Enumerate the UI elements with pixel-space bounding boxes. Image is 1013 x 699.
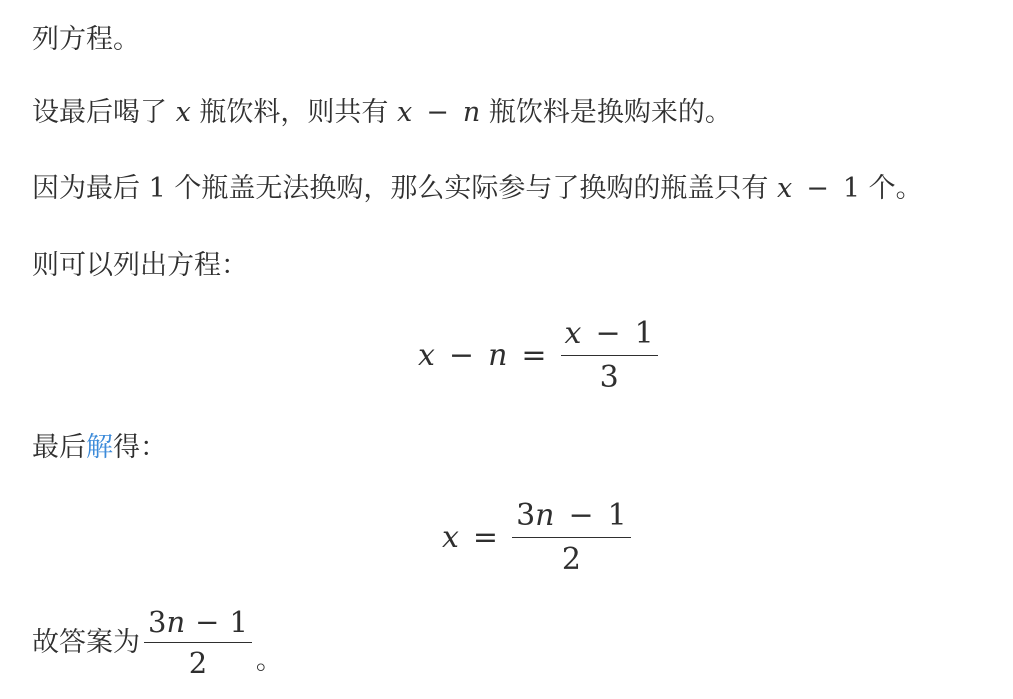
paragraph-list-equation [32,22,140,58]
math-var-x: x [564,316,582,351]
math-var-n: n [535,498,555,533]
math-var-x: x [418,338,435,373]
fraction-denominator: 2 [561,542,581,577]
solve-link[interactable]: 解 [86,432,113,463]
text: 瓶饮料，则共有 [190,97,397,128]
equation-2 [442,498,631,577]
text: 故答案为 [32,626,140,658]
answer-fraction [144,604,252,681]
paragraph-assume-x [32,95,732,131]
fraction [512,498,631,577]
math-minus: − [806,173,829,204]
fraction-numerator [512,498,631,538]
text: 得： [113,432,167,463]
text: 个。 [860,173,923,204]
text: 设最后喝了 [32,97,176,128]
math-number: 1 [607,498,627,533]
math-minus: − [195,605,220,639]
math-number: 3 [148,605,167,639]
paragraph-bottle-caps [32,171,923,207]
text: 最后 [32,432,86,463]
math-minus: − [448,338,475,373]
math-var-n: n [166,605,186,639]
math-number: 1 [148,173,166,204]
math-minus: − [426,97,449,128]
math-minus: − [568,498,594,533]
text: 。 [255,645,283,676]
math-var-x: x [442,520,459,555]
text: 瓶饮料是换购来的。 [480,97,732,128]
math-number: 1 [229,605,248,639]
fraction-numerator [144,604,252,643]
equation-1 [418,316,658,395]
fraction-numerator [561,316,658,356]
fraction [561,316,658,395]
math-number: 1 [634,316,654,351]
text: 列方程。 [32,24,140,55]
math-var-x: x [397,97,413,128]
math-var-n: n [488,338,508,373]
math-var-x: x [776,173,793,204]
text: 个瓶盖无法换购，那么实际参与了换购的瓶盖只有 [165,173,777,204]
math-equals: = [472,520,499,555]
fraction-denominator: 2 [188,646,208,680]
paragraph-answer [32,604,283,681]
text: 则可以列出方程： [32,250,248,281]
paragraph-equation-intro [32,248,248,284]
math-var-n: n [462,97,481,128]
text: 因为最后 [32,173,149,204]
paragraph-solve [32,430,167,466]
fraction-denominator: 3 [599,360,619,395]
math-number: 1 [842,173,860,204]
math-number: 3 [516,498,536,533]
math-var-x: x [175,97,191,128]
math-equals: = [521,338,547,373]
math-minus: − [595,316,621,351]
